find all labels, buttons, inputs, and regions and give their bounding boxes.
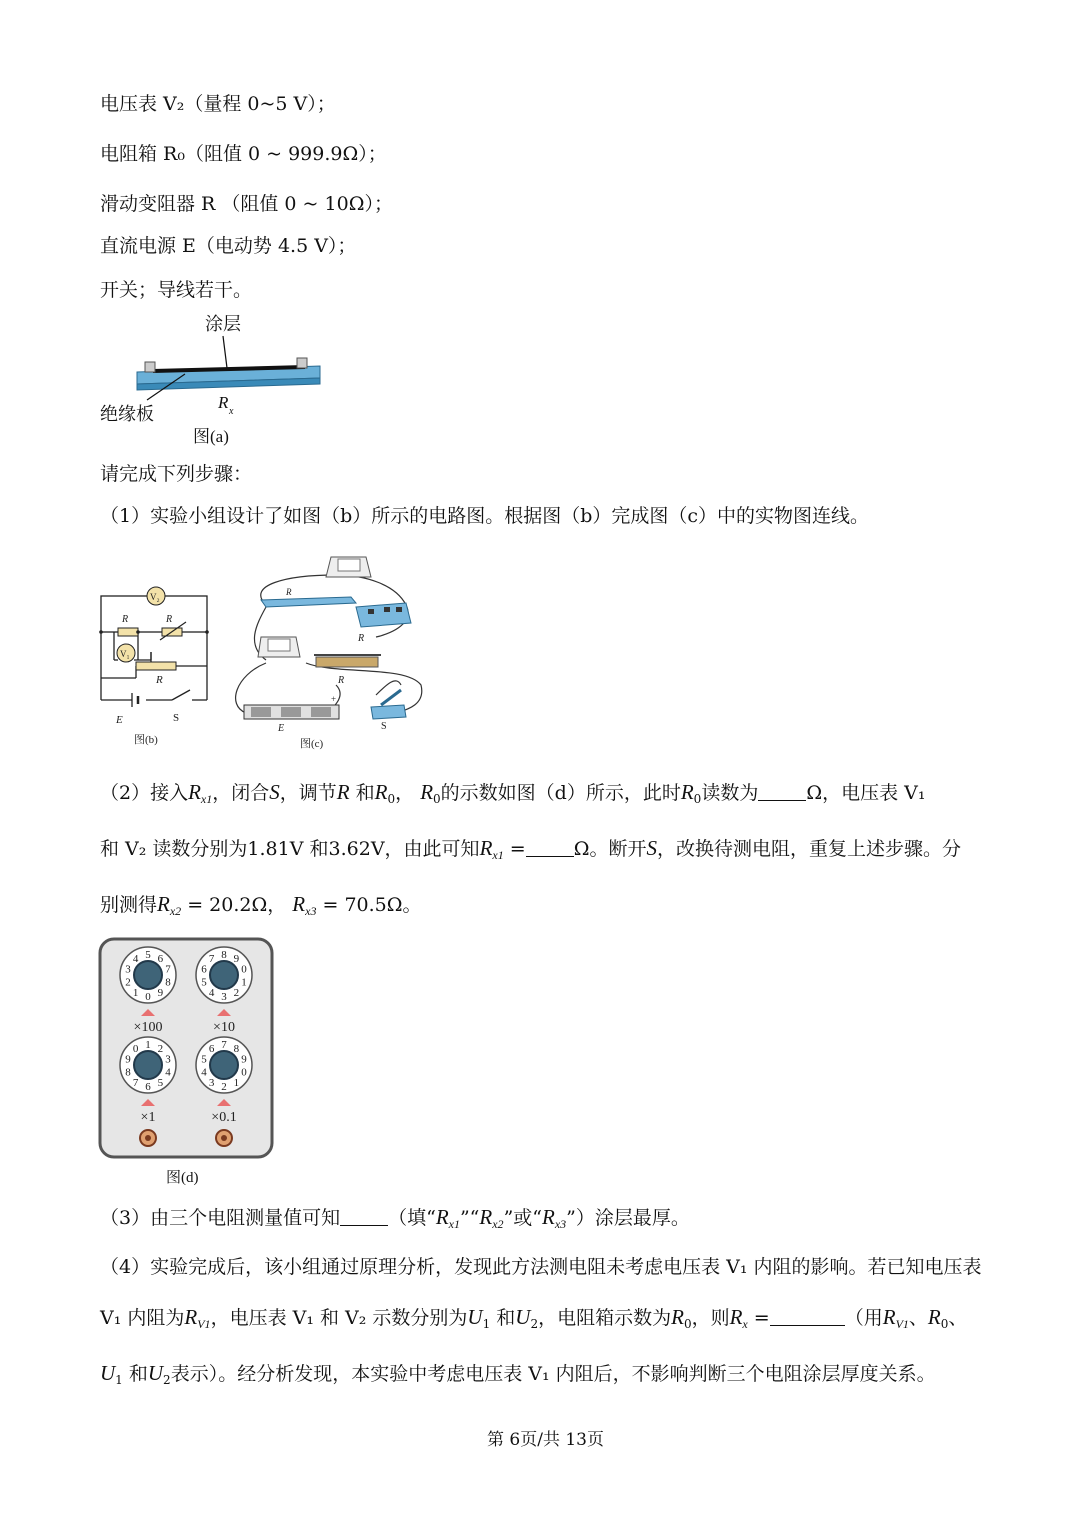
dial-digit: 4 [165,1066,171,1079]
dial-digit: 9 [157,986,164,999]
dial-multiplier-label: ×100 [133,1020,163,1035]
fig-b-e: E [116,714,123,726]
fig-a-rx-sub: x [229,406,234,417]
dial-knob[interactable] [134,961,162,989]
dial-digit: 4 [132,953,139,966]
dial-digit: 0 [241,963,247,976]
dial-digit: 5 [201,1053,207,1066]
dial-digit: 8 [165,976,171,989]
dial-digit: 1 [132,986,139,999]
fig-b-rx: R [122,614,129,625]
dial-digit: 8 [125,1066,131,1079]
dial-digit: 3 [221,991,227,1003]
dial-digit: 6 [201,963,207,976]
dial-digit: 7 [132,1076,139,1089]
fig-b-r0: R [166,614,173,625]
dial-digit: 9 [241,1053,247,1066]
dial-digit: 2 [125,976,131,989]
fig-c-rx: R [286,587,292,597]
text-line-e: 直流电源 E（电动势 4.5 V）； [100,235,357,257]
dial-digit: 6 [145,1081,151,1093]
dial-multiplier-label: ×1 [140,1110,156,1125]
dial-digit: 5 [145,949,151,961]
fig-a-rx-label: R [218,393,229,412]
fig-a-coating-label: 涂层 [205,314,241,335]
text-line-r0: 电阻箱 R₀（阻值 0 ~ 999.9Ω）； [100,143,387,165]
dial-digit: 5 [157,1076,164,1089]
fig-a-caption: 图(a) [193,427,229,446]
terminal-center-icon [145,1135,151,1141]
dial-digit: 2 [157,1043,164,1056]
fig-c-e: E [278,723,285,734]
fig-b-v1: V₁ [120,649,130,659]
dial-digit: 4 [201,1066,207,1079]
fig-b-r: R [156,674,163,686]
fig-c-r0: R [358,633,365,644]
dial-digit: 5 [201,976,207,989]
dial-digit: 9 [233,953,240,966]
fig-b-s: S [173,712,180,724]
dial-knob[interactable] [210,961,238,989]
dial-digit: 7 [221,1039,227,1051]
dial-digit: 8 [221,949,227,961]
dial-digit: 2 [221,1081,227,1093]
text-line-switch: 开关；导线若干。 [100,279,253,301]
answer-blank-r0[interactable] [758,782,806,801]
question-2-line-1: （2）接入$R_{x1}$，闭合S，调节R 和$R_0$， $R_0$的示数如图（d）所示，此时$R_0$读数为 Ω，电压表 V₁ [100,780,926,806]
question-2-line-3: 别测得$R_{x2} = 20.2\Omega$， $R_{x3} = 70.5\Omega$。 [100,892,422,918]
question-4-line-3: $U_1$ 和$U_2$表示）。经分析发现，本实验中考虑电压表 V₁ 内阻后，不影响判断三个电阻涂层厚度关系。 [100,1361,936,1387]
dial-digit: 0 [132,1043,139,1056]
dial-knob[interactable] [134,1051,162,1079]
dial-digit: 3 [165,1053,171,1066]
dial-multiplier-label: ×0.1 [211,1110,237,1125]
question-2-line-2: 和 V₂ 读数分别为1.81V 和3.62V，由此可知$R_{x1} = \Omega$。断开S，改换待测电阻，重复上述步骤。分 [100,836,961,862]
dial-digit: 7 [208,953,215,966]
steps-heading: 请完成下列步骤： [100,463,253,485]
dial-digit: 1 [241,976,247,989]
fig-a-board-label: 绝缘板 [100,404,154,425]
answer-blank-formula[interactable] [770,1307,845,1326]
dial-digit: 0 [241,1066,247,1079]
dial-digit: 8 [233,1043,240,1056]
dial-digit: 2 [233,986,240,999]
dial-digit: 4 [208,986,215,999]
dial-digit: 3 [208,1076,215,1089]
fig-c-plus: + [331,694,337,704]
text-line-r: 滑动变阻器 R （阻值 0 ~ 10Ω）； [100,193,393,215]
dial-digit: 6 [208,1043,215,1056]
fig-c-r: R [338,675,345,686]
fig-c-caption: 图(c) [300,738,324,750]
question-3: （3）由三个电阻测量值可知 （填“$R_{x1}”“R_{x2}$”或“$R_{x3}$”）涂层最厚。 [100,1205,690,1231]
dial-digit: 7 [165,963,171,976]
dial-digit: 1 [233,1076,240,1089]
question-4-line-1: （4）实验完成后，该小组通过原理分析，发现此方法测电阻未考虑电压表 V₁ 内阻的影响。若已知电压表 [100,1256,982,1278]
dial-digit: 0 [145,991,151,1003]
dial-digit: 1 [145,1039,151,1051]
fig-c-s: S [381,721,387,732]
page-footer: 第 6页/共 13页 [487,1430,604,1450]
fig-b-caption: 图(b) [134,734,158,746]
dial-digit: 6 [157,953,164,966]
dial-knob[interactable] [210,1051,238,1079]
dial-digit: 9 [125,1053,131,1066]
answer-blank-thickest[interactable] [340,1207,388,1226]
dial-multiplier-label: ×10 [213,1020,235,1035]
question-4-line-2: V₁ 内阻为$R_{V1}$，电压表 V₁ 和 V₂ 示数分别为$U_1$ 和$U_2$，电阻箱示数为$R_0$，则$R_x$ = （用$R_{V1}$、$R_0$、 [100,1305,968,1331]
text-line-v2: 电压表 V₂（量程 0~5 V）； [100,93,336,115]
question-1: （1）实验小组设计了如图（b）所示的电路图。根据图（b）完成图（c）中的实物图连线。 [100,505,870,527]
terminal-center-icon [221,1135,227,1141]
answer-blank-rx1[interactable] [526,838,574,857]
fig-d-caption: 图(d) [166,1170,199,1186]
dial-digit: 3 [125,963,131,976]
fig-b-v2: V₂ [150,592,160,602]
